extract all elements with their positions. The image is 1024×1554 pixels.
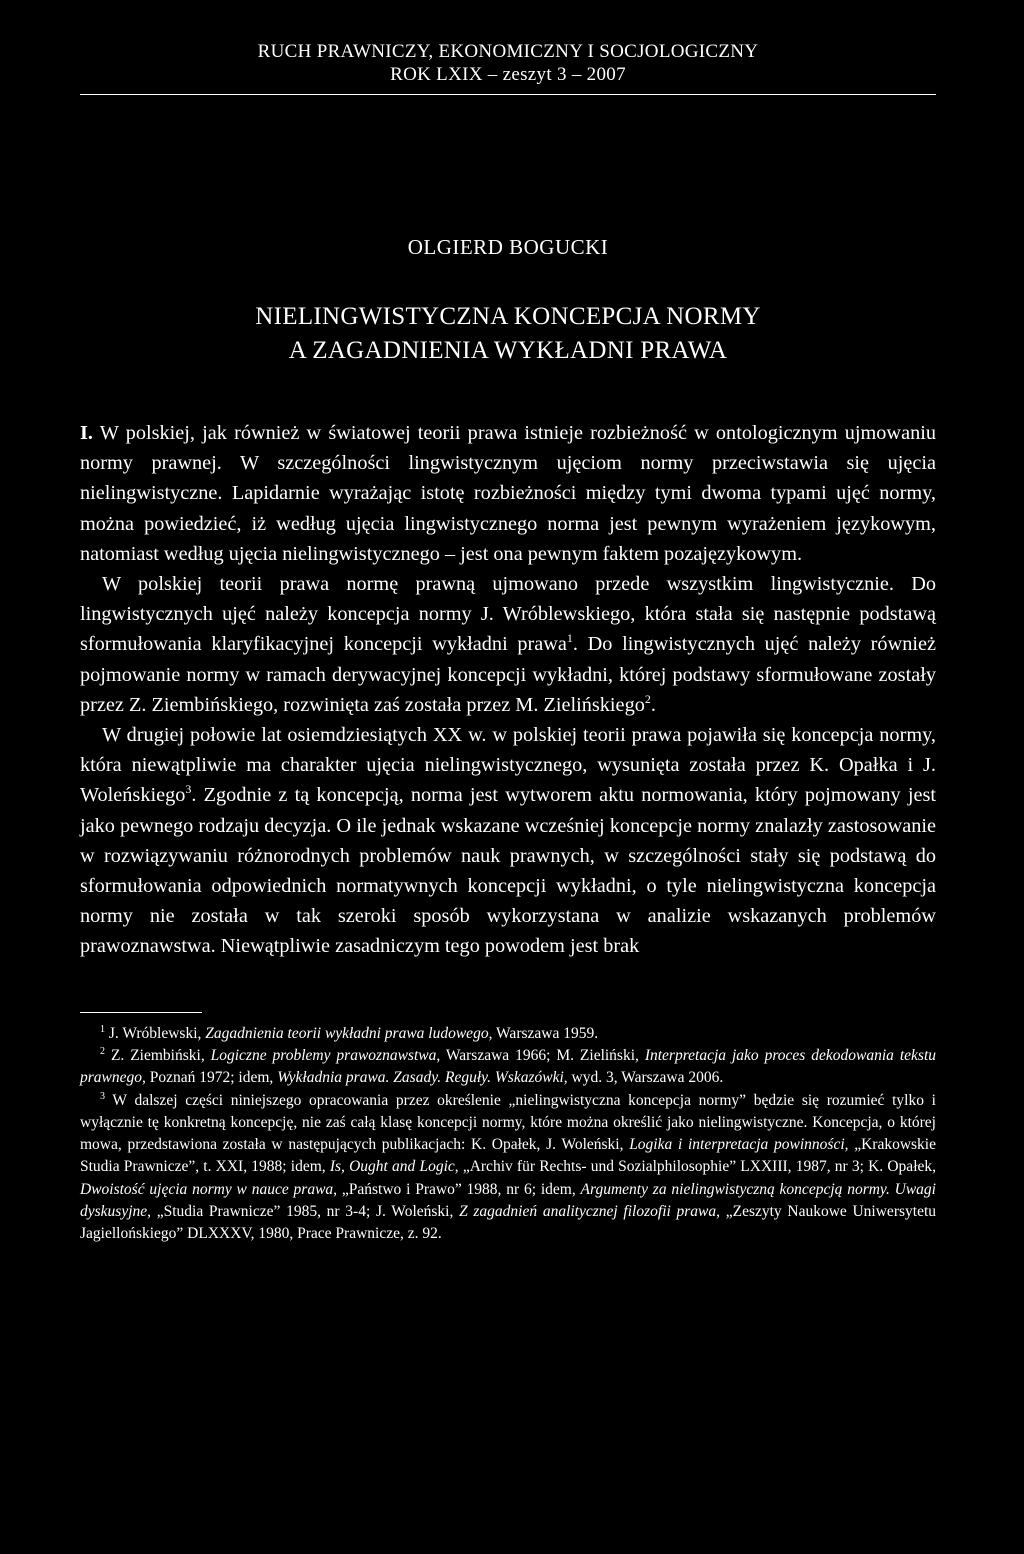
running-header <box>80 40 936 86</box>
footnote-title: Zagadnienia teorii wykładni prawa ludowego <box>205 1024 489 1042</box>
footnote-1 <box>80 1023 936 1045</box>
footnote-text: Z. Ziembiński, <box>110 1046 211 1064</box>
article-body <box>80 418 936 962</box>
footnote-3 <box>80 1090 936 1246</box>
paragraph-2-text-a: W polskiej teorii prawa normę prawną ujmowano przede wszystkim lingwistycznie. Do lingwistycznych ujęć należy koncepcja normy J. Wróblewskiego, która stała się następnie podstawą sformułowania klaryfikacyjnej koncepcji wykładni prawa <box>80 573 936 656</box>
paragraph-3-text-b: . Zgodnie z tą koncepcją, norma jest wytworem aktu normowania, który pojmowany jest jako pewnego rodzaju decyzja. O ile jednak wskazane wcześniej koncepcje normy znalazły zastosowanie w rozwiązywaniu różnorodnych problemów nauk prawnych, w szczególności stały się podstawą do sformułowania odpowiednich normatywnych koncepcji wykładni, o tyle nielingwistyczna koncepcja normy nie została w tak szeroki sposób wykorzystana w analizie wskazanych problemów prawoznawstwa. Niewątpliwie zasadniczym tego powodem jest brak <box>80 784 936 958</box>
footnote-title: Is, Ought and Logic <box>329 1158 455 1176</box>
paragraph-3-text-a: W drugiej połowie lat osiemdziesiątych XX w. w polskiej teorii prawa pojawiła się koncepcja normy, która niewątpliwie ma charakter ujęcia nielingwistycznego, wysunięta została przez K. Opałka i J. Woleńskiego <box>80 724 936 807</box>
footnote-text: , Warszawa 1959. <box>488 1024 599 1042</box>
footnote-text: , Warszawa 1966; M. Zieliński, <box>436 1046 645 1064</box>
footnote-number: 2 <box>100 1045 105 1057</box>
footnote-2 <box>80 1045 936 1090</box>
footnote-title: Logiczne problemy prawoznawstwa <box>210 1046 437 1064</box>
title-line-1: NIELINGWISTYCZNA KONCEPCJA NORMY <box>255 303 761 330</box>
footnote-title: Wykładnia prawa. Zasady. Reguły. Wskazówki <box>277 1069 564 1087</box>
paragraph-3 <box>80 720 936 962</box>
footnote-title: Z zagadnień analitycznej filozofii prawa <box>459 1203 717 1221</box>
footnote-text: , „Państwo i Prawo” 1988, nr 6; idem, <box>333 1180 581 1198</box>
paragraph-1-text: W polskiej, jak również w światowej teorii prawa istnieje rozbieżność w ontologicznym ujmowaniu normy prawnej. W szczególności lingwistycznym ujęciom normy przeciwstawia się ujęcia nielingwistyczne. Lapidarnie wyrażając istotę rozbieżności między tymi dwoma typami ujęć normy, można powiedzieć, iż według ujęcia lingwistycznego norma jest pewnym wyrażeniem językowym, natomiast według ujęcia nielingwistycznego – jest ona pewnym faktem pozajęzykowym. <box>80 422 936 565</box>
header-rule <box>80 94 936 95</box>
paragraph-2-text-c: . <box>650 693 656 716</box>
document-page <box>80 40 936 1246</box>
footnotes <box>80 1023 936 1246</box>
footnote-text: , wyd. 3, Warszawa 2006. <box>563 1069 724 1087</box>
paragraph-2 <box>80 569 936 720</box>
footnote-text: , „Studia Prawnicze” 1985, nr 3-4; J. Woleński, <box>147 1203 460 1221</box>
footnote-ref-1[interactable]: 1 <box>566 631 573 646</box>
author-name: OLGIERD BOGUCKI <box>407 235 609 259</box>
paragraph-2-text-b: . Do lingwistycznych ujęć należy również pojmowanie normy w ramach derywacyjnej koncepcji wykładni, której podstawy sformułowane zostały przez Z. Ziembińskiego, rozwinięta zaś została przez M. Zielińskiego <box>80 633 936 716</box>
section-number: I. <box>80 422 93 444</box>
footnote-title: Interpretacja jako proces dekodowania tekstu prawnego <box>80 1046 936 1087</box>
footnote-rule <box>80 1012 202 1013</box>
footnote-text: , Poznań 1972; idem, <box>142 1069 278 1087</box>
footnote-ref-2[interactable]: 2 <box>644 692 651 707</box>
footnote-text: W dalszej części niniejszego opracowania przez określenie „nielingwistyczna koncepcja normy” będzie się rozumieć tylko i wyłącznie tę konkretną koncepcję, nie zaś całą klasę koncepcji normy, które można określić jako nielingwistyczne. Koncepcja, o której mowa, przedstawiona została w następujących publikacjach: K. Opałek, J. Woleński, <box>80 1091 936 1154</box>
footnote-ref-3[interactable]: 3 <box>185 782 192 797</box>
footnote-text: J. Wróblewski, <box>108 1024 206 1042</box>
footnote-title: Logika i interpretacja powinności <box>629 1136 845 1154</box>
footnote-number: 1 <box>100 1023 105 1035</box>
footnote-number: 3 <box>100 1090 105 1102</box>
journal-issue: ROK LXIX – zeszyt 3 – 2007 <box>390 64 626 85</box>
title-line-2: A ZAGADNIENIA WYKŁADNI PRAWA <box>288 337 728 364</box>
article-title <box>80 300 936 368</box>
footnote-text: , „Archiv für Rechts- und Sozialphilosophie” LXXIII, 1987, nr 3; K. Opałek, <box>454 1158 937 1176</box>
journal-name: RUCH PRAWNICZY, EKONOMICZNY I SOCJOLOGICZNY <box>257 41 759 62</box>
paragraph-1 <box>80 418 936 569</box>
footnote-title: Dwoistość ujęcia normy w nauce prawa <box>80 1180 334 1198</box>
footnote-title: Argumenty za nielingwistyczną koncepcją normy. Uwagi dyskusyjne <box>80 1180 936 1221</box>
footnote-text: , „Zeszyty Naukowe Uniwersytetu Jagiellońskiego” DLXXXV, 1980, Prace Prawnicze, z. 92. <box>80 1203 937 1243</box>
footnote-text: , „Krakowskie Studia Prawnicze”, t. XXI, 1988; idem, <box>80 1136 936 1176</box>
